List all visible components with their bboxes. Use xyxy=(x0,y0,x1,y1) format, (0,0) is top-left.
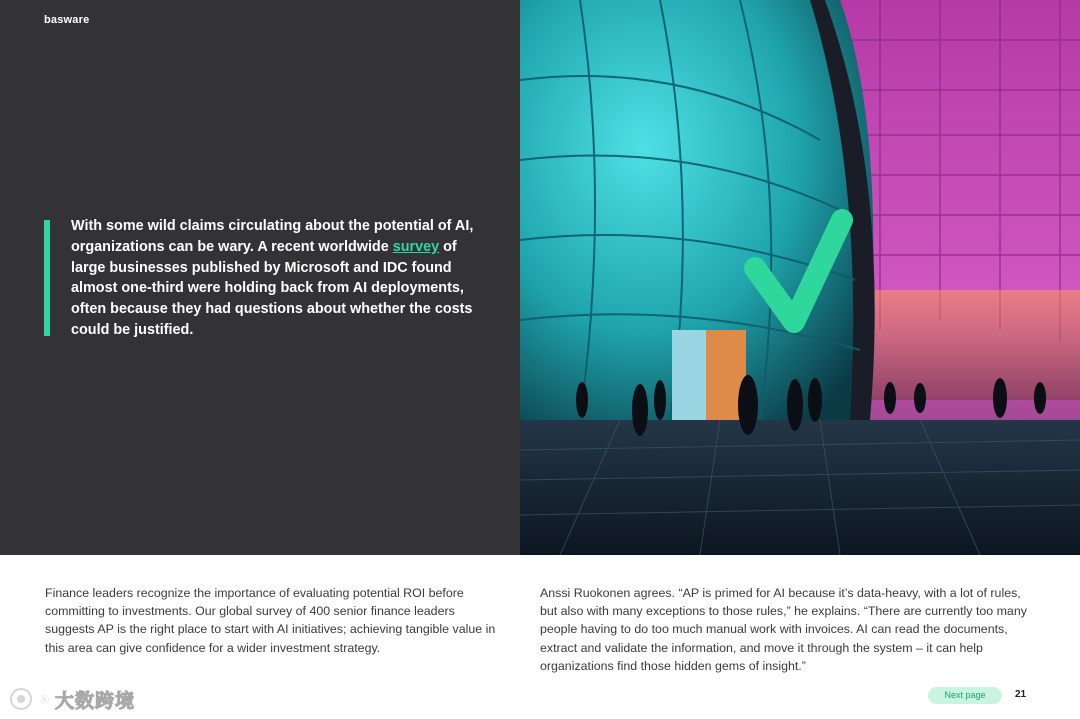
quote-accent-bar xyxy=(44,220,50,336)
watermark xyxy=(8,684,135,714)
page-number: 21 xyxy=(1015,689,1027,700)
body-paragraph-right: Anssi Ruokonen agrees. “AP is primed for AI because it’s data-heavy, with a lot of rules, but also with many exceptions to those rules,” he explains. “There are currently too many people having to do too much manual work with invoices. AI can read the documents, extract and validate the information, and move it through the system – it can help organizations find those hidden gems of insight.” xyxy=(540,586,1027,673)
pull-quote-text-end: of large businesses published by Microsoft and IDC found almost one-third were holding back from AI deployments, often because they had questions about whether the costs could be justified. xyxy=(71,238,473,338)
basware-logo[interactable]: basware xyxy=(44,14,90,26)
watermark-text: 大数跨境 xyxy=(55,690,136,712)
pull-quote-text-start: With some wild claims circulating about the potential of AI, organizations can be wary. A recent worldwide xyxy=(71,218,474,255)
next-page-button[interactable]: Next page xyxy=(928,687,1002,704)
pull-quote xyxy=(71,216,476,341)
brand-logo-icon xyxy=(8,686,34,712)
dark-panel xyxy=(0,0,520,555)
futuristic-hall-illustration xyxy=(520,0,1080,555)
body-paragraph-left: Finance leaders recognize the importance of evaluating potential ROI before committing to investments. Our global survey of 400 senior finance leaders suggests AP is the right place to start with AI initiatives; achieving tangible value in this area can give confidence for a wider investment strategy. xyxy=(45,586,496,655)
hero-image xyxy=(520,0,1080,555)
watermark-label: Ⓡ xyxy=(40,694,50,705)
survey-link[interactable]: survey xyxy=(392,238,440,255)
